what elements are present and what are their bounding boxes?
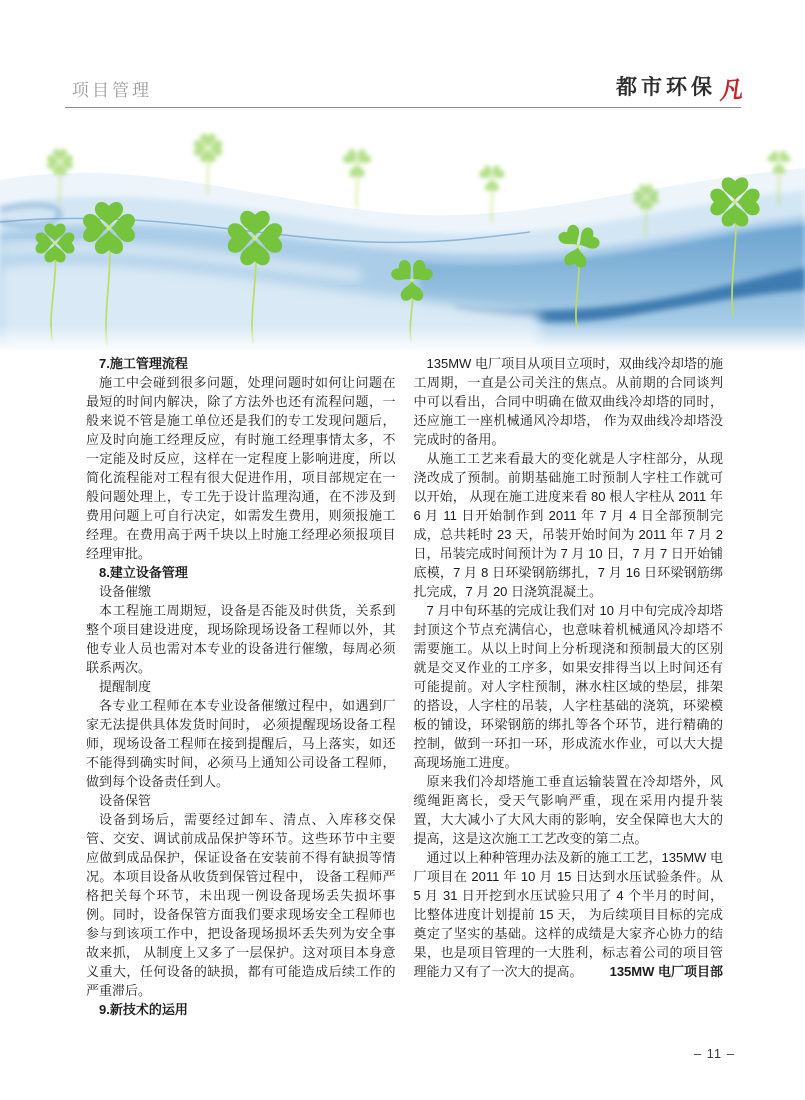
article-paragraph: 通过以上种种管理办法及新的施工工艺，135MW 电厂项目在 2011 年 10 月 15 日达到水压试验条件。从 5 月 31 日开挖到水压试验只用了 4 个半月的时间， 比整体进度计划提前 15 天， 为后续项目目标的完成奠定了坚实的基础。这样的成绩是大家齐心协力的结果，也是项目管理的一大胜利，标志着公司的项目管理能力又有了一次大的提高。 135MW 电厂项目部: [413, 850, 723, 979]
brand-name: 都市环保: [616, 76, 716, 99]
article-paragraph: 本工程施工周期短，设备是否能及时供货，关系到整个项目建设进度，现场除现场设备工程师以外，其他专业人员也需对本专业的设备进行催缴，每周必须联系两次。: [86, 603, 396, 675]
article-paragraph: 施工中会碰到很多问题，处理问题时如何让问题在最短的时间内解决，除了方法外也还有流程问题，一般来说不管是施工单位还是我们的专工发现问题后，应及时向施工经理反应，有时施工经理事情太多，不一定能及时反应，这样在一定程度上影响进度，所以简化流程能对工程有很大促进作用，项目部规定在一般问题处理上，专工先于设计监理沟通，在不涉及到费用问题上可自行决定，如需发生费用，则须报施工经理。在费用高于两千块以上时施工经理必须报项目经理审批。: [86, 375, 396, 561]
article-subheading: 设备催缴: [99, 584, 152, 599]
hero-illustration: [0, 110, 805, 352]
article-body: [86, 354, 723, 1019]
article-column-right: [414, 354, 724, 1019]
brand-logo: [616, 68, 743, 106]
article-subheading: 提醒制度: [99, 679, 152, 694]
article-paragraph: 原来我们冷却塔施工垂直运输装置在冷却塔外，风缆绳距离长，受天气影响严重，现在采用内提升装置，大大减小了大风大雨的影响，安全保障也大大的提高，这是这次施工工艺改变的第二点。: [413, 774, 723, 846]
article-paragraph: 各专业工程师在本专业设备催缴过程中，如遇到厂家无法提供具体发货时间时， 必须提醒现场设备工程师，现场设备工程师在接到提醒后，马上落实，如还不能得到确实时间，必须马上通知公司设备工程师，做到每个设备责任到人。: [86, 698, 396, 789]
brand-red-mark-icon: 凡: [717, 75, 743, 106]
article-paragraph: 设备到场后，需要经过卸车、清点、入库移交保管、交安、调试前成品保护等环节。这些环节中主要应做到成品保护，保证设备在安装前不得有缺损等情况。本项目设备从收货到保管过程中， 设备工程师严格把关每个环节，未出现一例设备现场丢失损坏事例。同时，设备保管方面我们要求现场安全工程师也参与到该项工作中，把设备现场损坏丢失列为安全事故来抓， 从制度上又多了一层保护。这对项目本身意义重大，任何设备的缺损，都有可能造成后续工作的严重滞后。: [86, 812, 396, 998]
clover-water-illustration: [0, 110, 805, 352]
section-title: 项目管理: [72, 81, 152, 100]
article-signature: 135MW 电厂项目部: [609, 964, 723, 979]
article-heading: 7.施工管理流程: [99, 356, 188, 371]
article-subheading: 设备保管: [99, 793, 152, 808]
article-paragraph: 从施工工艺来看最大的变化就是人字柱部分，从现浇改成了预制。前期基础施工时预制人字柱工作就可以开始， 从现在施工进度来看 80 根人字柱从 2011 年 6 月 11 日开始制作到 2011 年 7 月 4 日全部预制完成，总共耗时 23 天，吊装开始时间为 2011 年 7 月 2 日，吊装完成时间预计为 7 月 10 日，7 月 7 日开始铺底模，7 月 8 日环梁钢筋绑扎，7 月 16 日环梁钢筋绑扎完成，7 月 20 日浇筑混凝土。: [413, 451, 723, 599]
article-paragraph: 135MW 电厂项目从项目立项时，双曲线冷却塔的施工周期，一直是公司关注的焦点。从前期的合同谈判中可以看出，合同中明确在做双曲线冷却塔的同时，还应施工一座机械通风冷却塔， 作为双曲线冷却塔没完成时的备用。: [413, 356, 723, 447]
article-heading: 9.新技术的运用: [99, 1002, 188, 1017]
page-header: [72, 68, 743, 106]
page-number: – 11 –: [693, 1046, 735, 1061]
article-paragraph: 7 月中旬环基的完成让我们对 10 月中旬完成冷却塔封顶这个节点充满信心，也意味着机械通风冷却塔不需要施工。从以上时间上分析现浇和预制最大的区别就是交叉作业的工序多，如果安排得当以上时间还有可能提前。对人字柱预制，淋水柱区域的垫层，排架的搭设，人字柱的吊装，人字柱基础的浇筑，环梁模板的铺设，环梁钢筋的绑扎等各个环节，进行精确的控制，做到一环扣一环，形成流水作业，可以大大提高现场施工进度。: [413, 603, 723, 770]
article-column-left: [86, 354, 396, 1019]
wave-bottom-fade: [0, 325, 805, 352]
header-divider: [65, 107, 741, 108]
article-heading: 8.建立设备管理: [99, 565, 188, 580]
